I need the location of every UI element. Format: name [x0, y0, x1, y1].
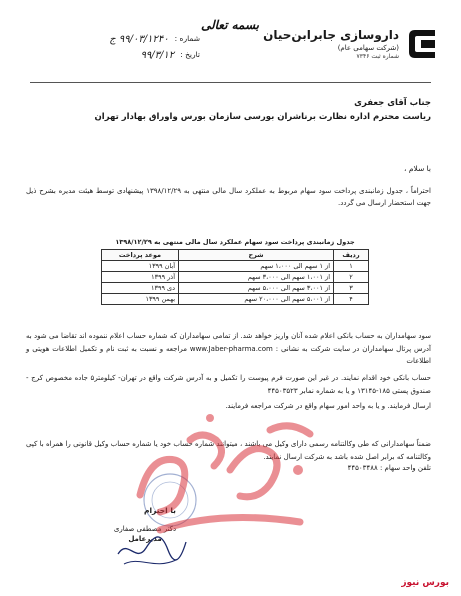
company-block: [249, 28, 399, 60]
row-number: ۳: [334, 283, 369, 294]
paragraph-submit: ارسال فرمایند. و یا به واحد امور سهام واقع در شرکت مراجعه فرمایند.: [225, 402, 431, 410]
addressee-position: ریاست محترم اداره نظارت برناشران بورسی سازمان بورس واوراق بهادار تهران: [94, 112, 431, 122]
paragraph-phone: تلفن واحد سهام : ۴۴۵۰۳۴۸۸: [347, 464, 431, 472]
closing-regards: با احترام: [143, 506, 176, 515]
bismillah-heading: بسمه تعالی: [200, 18, 260, 32]
addressee-name: جناب آقای جعفری: [354, 98, 431, 108]
row-payment-date: دی ۱۳۹۹: [102, 283, 179, 294]
row-description: از ۱ سهم الی ۱،۰۰۰ سهم: [179, 261, 334, 272]
company-name: داروسازی جابرابن‌حیان: [263, 28, 399, 42]
signer-title: مدیرعامل: [128, 535, 162, 543]
header-payment-date: موعد پرداخت: [102, 250, 179, 261]
row-description: از ۵،۰۰۱ سهم الی ۲۰،۰۰۰ سهم: [179, 294, 334, 305]
paragraph-attorney: ضمناً سهامدارانی که طی وکالتنامه رسمی دارای وکیل می باشند ، میتوانند شماره حساب خود یا شماره حساب وکیل قانونی را همراه با کپی وکالتنامه که برابر اصل شده باشد به شرکت ارسال نمایند.: [26, 440, 431, 461]
table-row: [102, 294, 369, 305]
signer-name: دکتر مصطفی صفاری: [113, 525, 177, 533]
registration-number: شماره ثبت ۷۳۴۶: [356, 53, 399, 60]
row-payment-date: آبان ۱۳۹۹: [102, 261, 179, 272]
letter-date-label: تاریخ :: [180, 50, 200, 59]
letter-meta: [70, 34, 200, 66]
header-divider: [30, 82, 431, 83]
table-title: جدول زمانبندی پرداخت سود سهام عملکرد سال مالی منتهی به ۱۳۹۸/۱۲/۲۹: [115, 238, 355, 246]
dividend-table: [101, 249, 369, 305]
footer-brand: بورس نیوز: [401, 578, 449, 588]
letter-date-value: ۹۹/۳/۱۲: [140, 50, 175, 61]
watermark-logo-icon: [120, 400, 330, 550]
company-logo-icon: [405, 26, 439, 62]
intro-paragraph: احتراماً ، جدول زمانبندی پرداخت سود سهام مربوط به عملکرد سال مالی منتهی به ۱۳۹۸/۱۲/۲۹ پیشنهادی توسط هیئت مدیره بشرح ذیل جهت استحضار ارسال می گردد.: [26, 187, 431, 207]
dividend-schedule: [101, 238, 369, 305]
table-row: [102, 272, 369, 283]
row-number: ۴: [334, 294, 369, 305]
paragraph-payment-info: سود سهامداران به حساب بانکی اعلام شده آنان واریز خواهد شد. از تمامی سهامداران که شماره حساب اعلام ننموده اند تقاضا می شود به آدرس پرتال سهامداران در سایت شرکت به نشانی : www.Jaber-pharma.com مراجعه و نسبت به ثبت نام و تکمیل اطلاعات هویتی و اطلاعات: [26, 332, 431, 365]
row-description: از ۳،۰۰۱ سهم الی ۵،۰۰۰ سهم: [179, 283, 334, 294]
row-payment-date: آذر ۱۳۹۹: [102, 272, 179, 283]
addressee-block: [31, 98, 431, 126]
row-description: از ۱،۰۰۱ سهم الی ۳،۰۰۰ سهم: [179, 272, 334, 283]
table-header-row: [102, 250, 369, 261]
row-number: ۲: [334, 272, 369, 283]
row-payment-date: بهمن ۱۳۹۹: [102, 294, 179, 305]
header-row-number: ردیف: [334, 250, 369, 261]
paragraph-bank-form: حساب بانکی خود اقدام نمایند. در غیر این صورت فرم پیوست را تکمیل و به آدرس شرکت واقع در تهران- کیلومتر۵ جاده مخصوص کرج - صندوق پستی ۱۸۵-۱۳۱۴۵ و یا به شماره نمابر ۴۴۵۰۳۵۲۳: [26, 374, 431, 395]
header-description: شرح: [179, 250, 334, 261]
row-number: ۱: [334, 261, 369, 272]
letter-number-value: ۹۹/۰۳/۱۲۴۰ ج: [109, 34, 169, 45]
salutation: با سلام ،: [404, 164, 431, 173]
table-row: [102, 261, 369, 272]
company-type: (شرکت سهامی عام): [337, 44, 399, 52]
letter-number-row: [70, 34, 200, 45]
letter-date-row: [70, 50, 200, 61]
letter-number-label: شماره :: [174, 34, 200, 43]
table-row: [102, 283, 369, 294]
